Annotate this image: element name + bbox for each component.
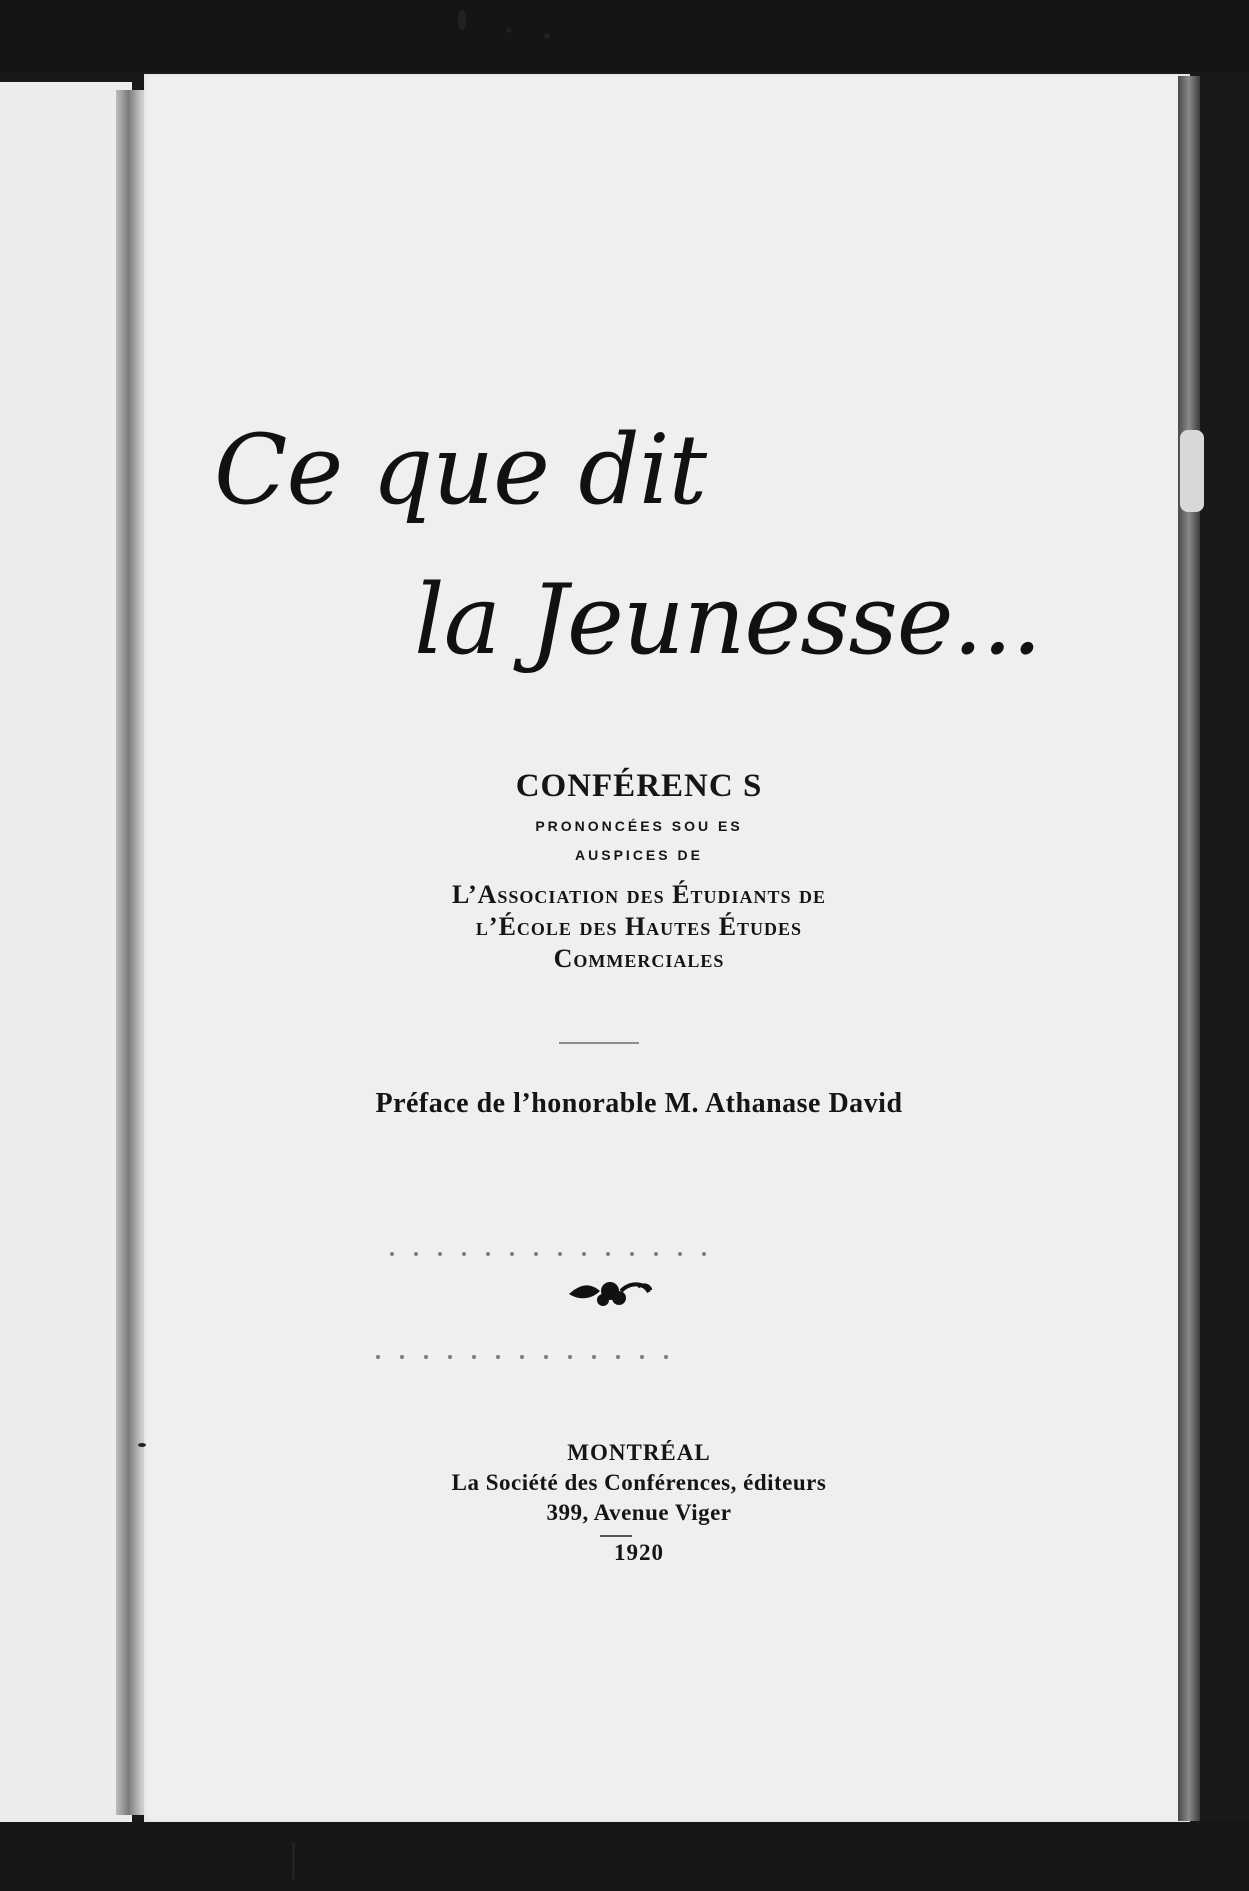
scan-mark bbox=[506, 28, 511, 33]
association-line-2: l’École des Hautes Études bbox=[475, 912, 803, 941]
scan-mark bbox=[458, 10, 466, 30]
faded-print-line bbox=[390, 1243, 810, 1251]
divider-rule bbox=[559, 1042, 639, 1044]
publisher-address: 399, Avenue Viger bbox=[546, 1500, 732, 1525]
year-rule bbox=[600, 1535, 632, 1537]
scan-mark bbox=[292, 1842, 295, 1880]
left-page-edge bbox=[0, 82, 132, 1822]
pronounced-under-text: PRONONCÉES SOU ES bbox=[535, 818, 743, 834]
scan-mark bbox=[138, 1443, 146, 1447]
torn-page-edge bbox=[1180, 430, 1204, 512]
faded-print-line bbox=[376, 1346, 766, 1354]
publication-year: 1920 bbox=[614, 1540, 664, 1565]
preface-line: Préface de l’honorable M. Athanase David bbox=[375, 1088, 903, 1119]
association-line-3: Commerciales bbox=[553, 944, 725, 973]
book-title-line-2: la Jeunesse... bbox=[414, 564, 1042, 676]
book-title-line-1: Ce que dit bbox=[214, 414, 707, 526]
publication-city: MONTRÉAL bbox=[567, 1440, 711, 1465]
floral-ornament-icon bbox=[563, 1270, 655, 1316]
scan-mark bbox=[544, 33, 550, 39]
conferences-heading: CONFÉRENC S bbox=[515, 768, 763, 804]
bottom-binding-shadow bbox=[0, 1822, 1249, 1891]
publisher-name: La Société des Conférences, éditeurs bbox=[451, 1470, 827, 1495]
auspices-text: AUSPICES DE bbox=[575, 847, 703, 863]
association-line-1: L’Association des Étudiants de bbox=[452, 880, 826, 909]
top-binding-shadow bbox=[0, 0, 1249, 72]
title-page-content bbox=[144, 74, 1190, 1822]
